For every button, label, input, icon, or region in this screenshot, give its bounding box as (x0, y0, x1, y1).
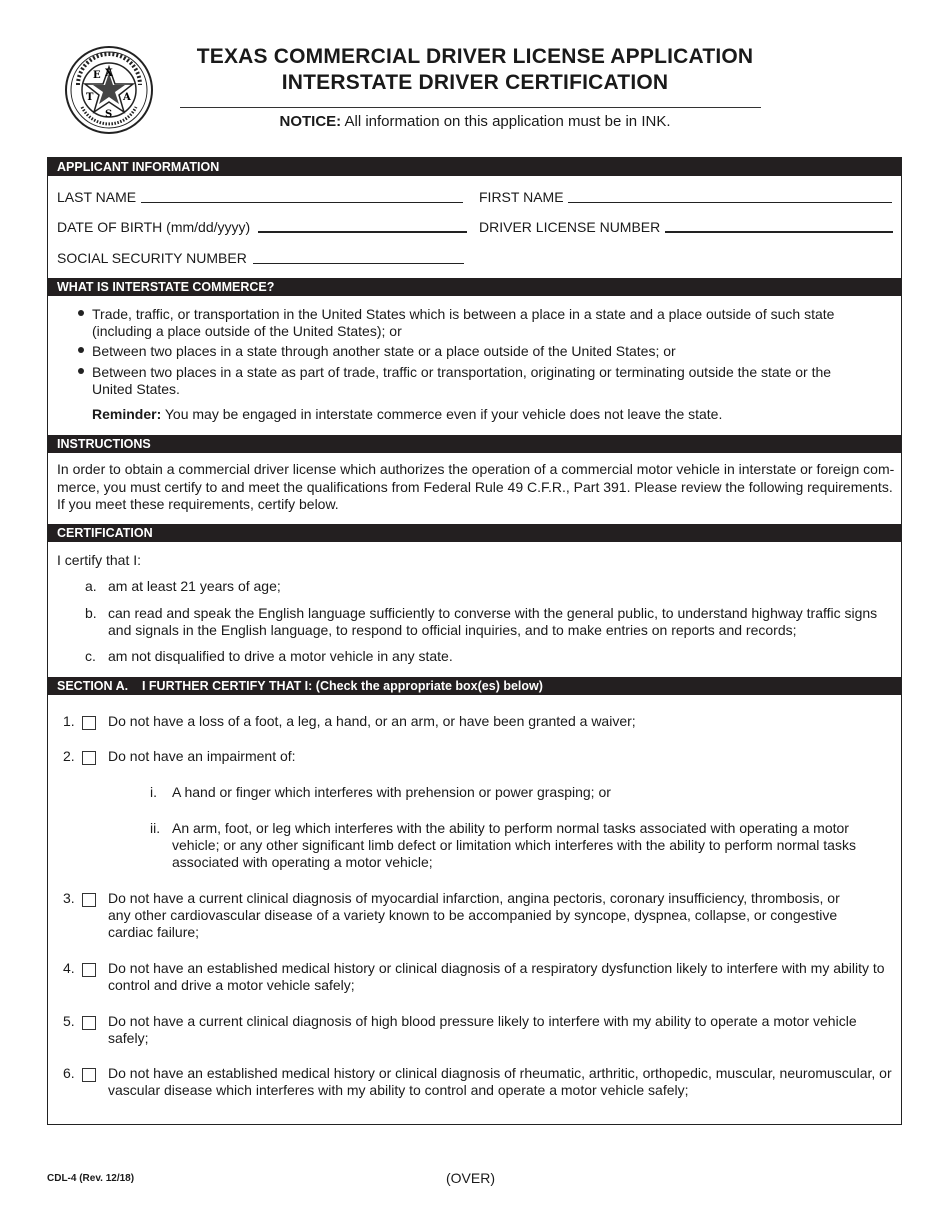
cert-item-b-line2: and signals in the English language, to respond to official inquiries, and to make entries on reports and records; (108, 622, 797, 638)
social-security-number-field[interactable] (253, 263, 464, 264)
section-a-item-5-checkbox[interactable] (82, 1016, 96, 1030)
section-a-heading: SECTION A. I FURTHER CERTIFY THAT I: (Check the appropriate box(es) below) (48, 677, 901, 695)
section-a-item-4-checkbox[interactable] (82, 963, 96, 977)
section-a-item-6-line2: vascular disease which interferes with my ability to control and operate a motor vehicle safely; (108, 1082, 689, 1098)
bullet-dot (78, 368, 84, 374)
cert-item-b-line1: can read and speak the English language sufficiently to converse with the general public, to understand highway traffic signs (108, 605, 878, 621)
first-name-field[interactable] (568, 202, 892, 203)
section-a-item-4-number: 4. (63, 960, 75, 976)
svg-text:A: A (123, 92, 131, 103)
bullet-dot (78, 310, 84, 316)
section-a-item-4-line2: control and drive a motor vehicle safely; (108, 977, 355, 993)
last-name-label: LAST NAME (57, 189, 137, 205)
sub-item-ii-line3: associated with operating a motor vehicle; (172, 854, 433, 870)
section-a-item-6-checkbox[interactable] (82, 1068, 96, 1082)
last-name-field[interactable] (141, 202, 463, 203)
section-a-item-3-line3: cardiac failure; (108, 924, 200, 940)
section-a-item-3-line2: any other cardiovascular disease of a variety known to be accompanied by syncope, dyspnea, collapse, or congestive (108, 907, 838, 923)
applicant-information-heading: APPLICANT INFORMATION (48, 158, 901, 176)
sub-item-ii-line1: An arm, foot, or leg which interferes with the ability to perform normal tasks associated with operating a motor (172, 820, 849, 836)
reminder-label: Reminder: (92, 406, 162, 422)
title-divider (180, 107, 761, 108)
social-security-number-label: SOCIAL SECURITY NUMBER (57, 250, 247, 266)
driver-license-number-field[interactable] (665, 231, 893, 233)
section-a-item-6-number: 6. (63, 1065, 75, 1081)
section-a-item-3-checkbox[interactable] (82, 893, 96, 907)
section-a-item-1-checkbox[interactable] (82, 716, 96, 730)
cert-item-a-letter: a. (85, 578, 97, 594)
instructions-line1: In order to obtain a commercial driver license which authorizes the operation of a commercial motor vehicle in interstate or foreign com- (57, 461, 895, 477)
interstate-bullet-1-line2: (including a place outside of the United States); or (92, 323, 402, 339)
sub-item-ii-numeral: ii. (150, 820, 161, 836)
section-a-item-5-number: 5. (63, 1013, 75, 1029)
interstate-bullet-2: Between two places in a state through another state or a place outside of the United States; or (92, 343, 676, 359)
section-a-item-6-line1: Do not have an established medical history or clinical diagnosis of rheumatic, arthritic, orthopedic, muscular, neuromuscular, or (108, 1065, 892, 1081)
first-name-label: FIRST NAME (479, 189, 564, 205)
section-a-item-1-text: Do not have a loss of a foot, a leg, a hand, or an arm, or have been granted a waiver; (108, 713, 636, 729)
section-a-item-3-line1: Do not have a current clinical diagnosis of myocardial infarction, angina pectoris, coronary insufficiency, thrombosis, or (108, 890, 840, 906)
instructions-line3: If you meet these requirements, certify below. (57, 496, 339, 512)
driver-license-number-label: DRIVER LICENSE NUMBER (479, 219, 661, 235)
svg-text:S: S (105, 109, 113, 120)
interstate-bullet-3-line1: Between two places in a state as part of trade, traffic or transportation, originating or terminating outside the state or the (92, 364, 832, 380)
date-of-birth-label: DATE OF BIRTH (mm/dd/yyyy) (57, 219, 251, 235)
sub-item-ii-line2: vehicle; or any other significant limb defect or limitation which interferes with the ability to perform normal tasks (172, 837, 856, 853)
interstate-commerce-heading: WHAT IS INTERSTATE COMMERCE? (48, 278, 901, 296)
over-indicator: (OVER) (446, 1170, 495, 1186)
section-a-item-5-line2: safely; (108, 1030, 149, 1046)
interstate-bullet-1-line1: Trade, traffic, or transportation in the United States which is between a place in a state and a place outside of such state (92, 306, 835, 322)
sub-item-i-text: A hand or finger which interferes with prehension or power grasping; or (172, 784, 611, 800)
svg-text:X: X (105, 68, 113, 79)
svg-text:E: E (93, 70, 101, 81)
section-a-item-5-line1: Do not have a current clinical diagnosis of high blood pressure likely to interfere with my ability to operate a motor vehicle (108, 1013, 857, 1029)
certification-heading: CERTIFICATION (48, 524, 901, 542)
section-a-item-2-checkbox[interactable] (82, 751, 96, 765)
svg-text:T: T (86, 92, 94, 103)
bullet-dot (78, 347, 84, 353)
section-a-item-1-number: 1. (63, 713, 75, 729)
application-form (47, 157, 902, 1125)
form-code: CDL-4 (Rev. 12/18) (47, 1173, 135, 1184)
instructions-heading: INSTRUCTIONS (48, 435, 901, 453)
ink-notice (180, 113, 770, 130)
reminder-text: You may be engaged in interstate commerce even if your vehicle does not leave the state. (164, 406, 723, 422)
cert-item-c-letter: c. (85, 648, 96, 664)
notice-text: All information on this application must be in INK. (344, 113, 671, 130)
cert-item-a-text: am at least 21 years of age; (108, 578, 281, 594)
form-title-line2: INTERSTATE DRIVER CERTIFICATION (281, 71, 669, 94)
section-a-item-2-text: Do not have an impairment of: (108, 748, 296, 764)
form-title-line1: TEXAS COMMERCIAL DRIVER LICENSE APPLICATION (196, 45, 754, 68)
instructions-line2: merce, you must certify to and meet the qualifications from Federal Rule 49 C.F.R., Part 391. Please review the following requirements. (57, 479, 893, 495)
section-a-item-3-number: 3. (63, 890, 75, 906)
section-a-item-4-line1: Do not have an established medical history or clinical diagnosis of a respiratory dysfunction likely to interfere with my ability to (108, 960, 885, 976)
interstate-reminder (92, 406, 722, 423)
section-a-item-2-number: 2. (63, 748, 75, 764)
sub-item-i-numeral: i. (150, 784, 157, 800)
texas-dps-seal-icon (64, 45, 154, 135)
date-of-birth-field[interactable] (258, 231, 467, 233)
interstate-bullet-3-line2: United States. (92, 381, 180, 397)
notice-label: NOTICE: (279, 113, 342, 130)
cert-item-b-letter: b. (85, 605, 97, 621)
cert-item-c-text: am not disqualified to drive a motor vehicle in any state. (108, 648, 453, 664)
certification-intro: I certify that I: (57, 552, 142, 568)
